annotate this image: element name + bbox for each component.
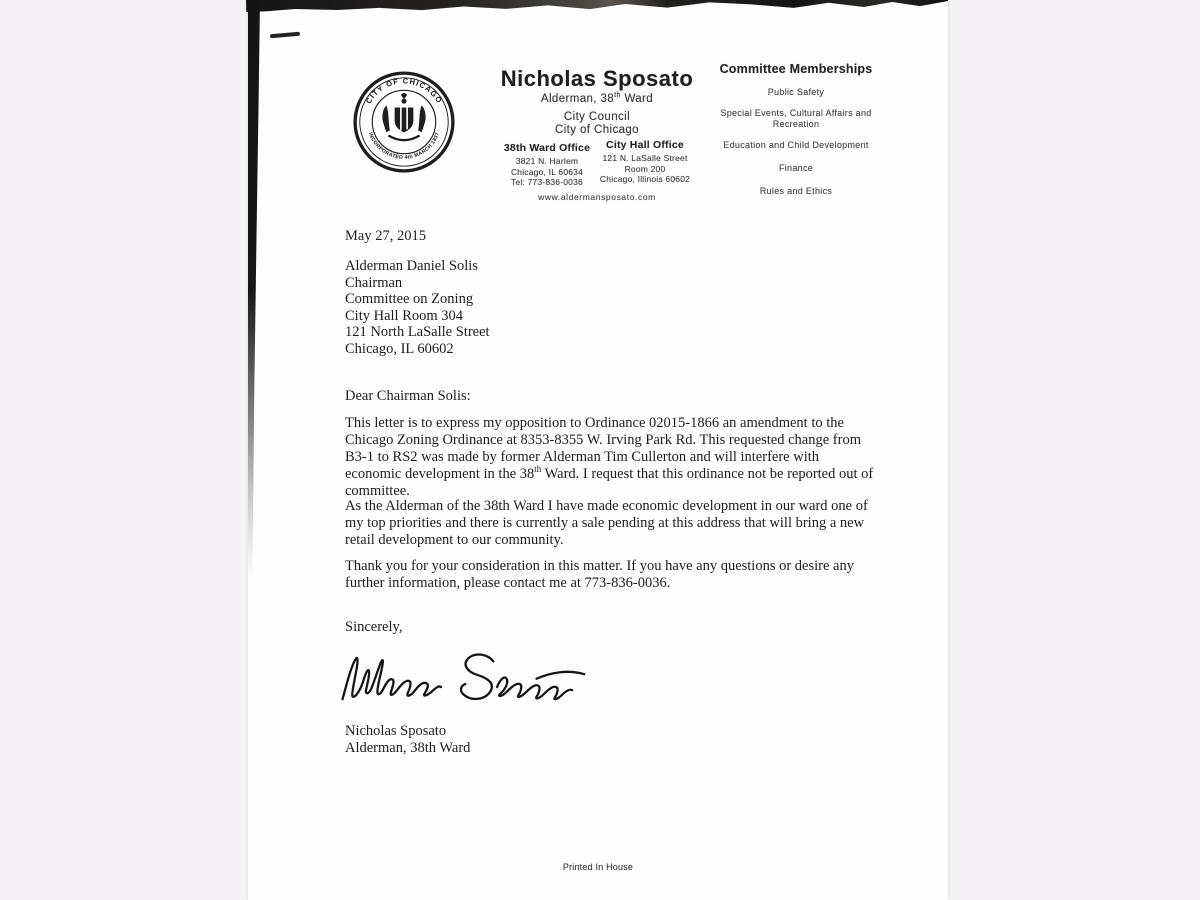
signature-block bbox=[345, 723, 470, 756]
letter-salutation: Dear Chairman Solis: bbox=[345, 388, 471, 404]
recipient-line: Chairman bbox=[345, 274, 403, 291]
svg-text:INCORPORATED 4th MARCH 1837 bbox=[367, 132, 441, 161]
letterhead-title bbox=[447, 93, 747, 105]
recipient-line: 121 North LaSalle Street bbox=[345, 324, 490, 340]
letter-paragraph-3: Thank you for your consideration in this matter. If you have any questions or desire any further information, please contact me at 773-836-0036. bbox=[345, 558, 854, 591]
signature-typed-name: Nicholas Sposato bbox=[345, 723, 447, 739]
city-hall-office-heading: City Hall Office bbox=[606, 139, 684, 151]
printed-in-house-note: Printed In House bbox=[562, 862, 634, 872]
letter-date: May 27, 2015 bbox=[345, 228, 426, 244]
recipient-line: City Hall Room 304 bbox=[345, 307, 464, 324]
ward-office-address-line: Chicago, IL 60634 bbox=[510, 166, 584, 177]
seal-bottom-text: INCORPORATED 4th MARCH 1837 bbox=[366, 131, 442, 161]
paragraph-1-text: Ward. I request that this ordinance not be reported out of committee. bbox=[345, 466, 874, 499]
committee-item: Public Safety bbox=[767, 87, 825, 97]
ward-office-address-line: 3821 N. Harlem bbox=[515, 156, 579, 166]
recipient-line: Committee on Zoning bbox=[345, 291, 474, 307]
letterhead-title-sup: th bbox=[614, 91, 621, 100]
letterhead-council-line2: City of Chicago bbox=[555, 124, 639, 136]
ward-office-heading: 38th Ward Office bbox=[503, 142, 591, 154]
seal-crest bbox=[382, 93, 425, 140]
letter-closing: Sincerely, bbox=[345, 619, 403, 635]
city-of-chicago-seal-icon bbox=[352, 70, 456, 174]
seal-top-text: CITY OF CHICAGO bbox=[363, 76, 445, 106]
city-hall-office-block bbox=[560, 139, 730, 185]
city-hall-address-line: Room 200 bbox=[624, 163, 666, 174]
letter-paragraph-1 bbox=[345, 415, 875, 500]
letterhead-council-line1: City Council bbox=[563, 111, 631, 123]
scan-artifact-left-band bbox=[248, 0, 260, 580]
city-hall-address-line: Chicago, Illinois 60602 bbox=[599, 174, 691, 184]
letterhead-title-post: Ward bbox=[620, 93, 654, 105]
letterhead-title-pre: Alderman, 38 bbox=[540, 93, 615, 105]
signature-typed-title: Alderman, 38th Ward bbox=[345, 739, 471, 756]
committee-item: Rules and Ethics bbox=[759, 186, 833, 196]
committee-item: Special Events, Cultural Affairs and Recreation bbox=[720, 108, 872, 129]
scan-artifact-top-band bbox=[246, 0, 948, 12]
letterhead-council-lines bbox=[447, 111, 747, 137]
ward-office-phone-line: Tel: 773-836-0036 bbox=[511, 177, 583, 187]
city-hall-address-line: 121 N. LaSalle Street bbox=[602, 153, 688, 163]
committee-memberships-block bbox=[710, 62, 882, 207]
recipient-line: Alderman Daniel Solis bbox=[345, 258, 478, 274]
committee-item: Finance bbox=[778, 163, 814, 173]
letter-paragraph-2: As the Alderman of the 38th Ward I have made economic development in our ward one of my top priorities and there is currently a sale pending at this address that will bring a new retail development to our community. bbox=[345, 498, 868, 548]
committee-memberships-heading: Committee Memberships bbox=[719, 62, 873, 76]
letterhead-website: www.aldermansposato.com bbox=[538, 192, 656, 202]
handwritten-signature bbox=[338, 645, 588, 717]
paragraph-1-superscript: th bbox=[534, 464, 542, 475]
committee-item: Education and Child Development bbox=[723, 140, 869, 150]
letterhead-name: Nicholas Sposato bbox=[500, 66, 694, 91]
scanned-paper bbox=[248, 0, 948, 900]
recipient-address-block bbox=[345, 258, 490, 357]
recipient-line: Chicago, IL 60602 bbox=[345, 340, 454, 357]
paragraph-1-text: This letter is to express my opposition to Ordinance 02015-1866 an amendment to the Chicago Zoning Ordinance at 8353-8355 W. Irving Park Rd. This requested change from B3-1 to RS2 was made by former Alderman Tim Cullerton and will interfere with economic development in the 38 bbox=[345, 415, 861, 482]
scan-artifact-dash-mark bbox=[270, 32, 300, 39]
